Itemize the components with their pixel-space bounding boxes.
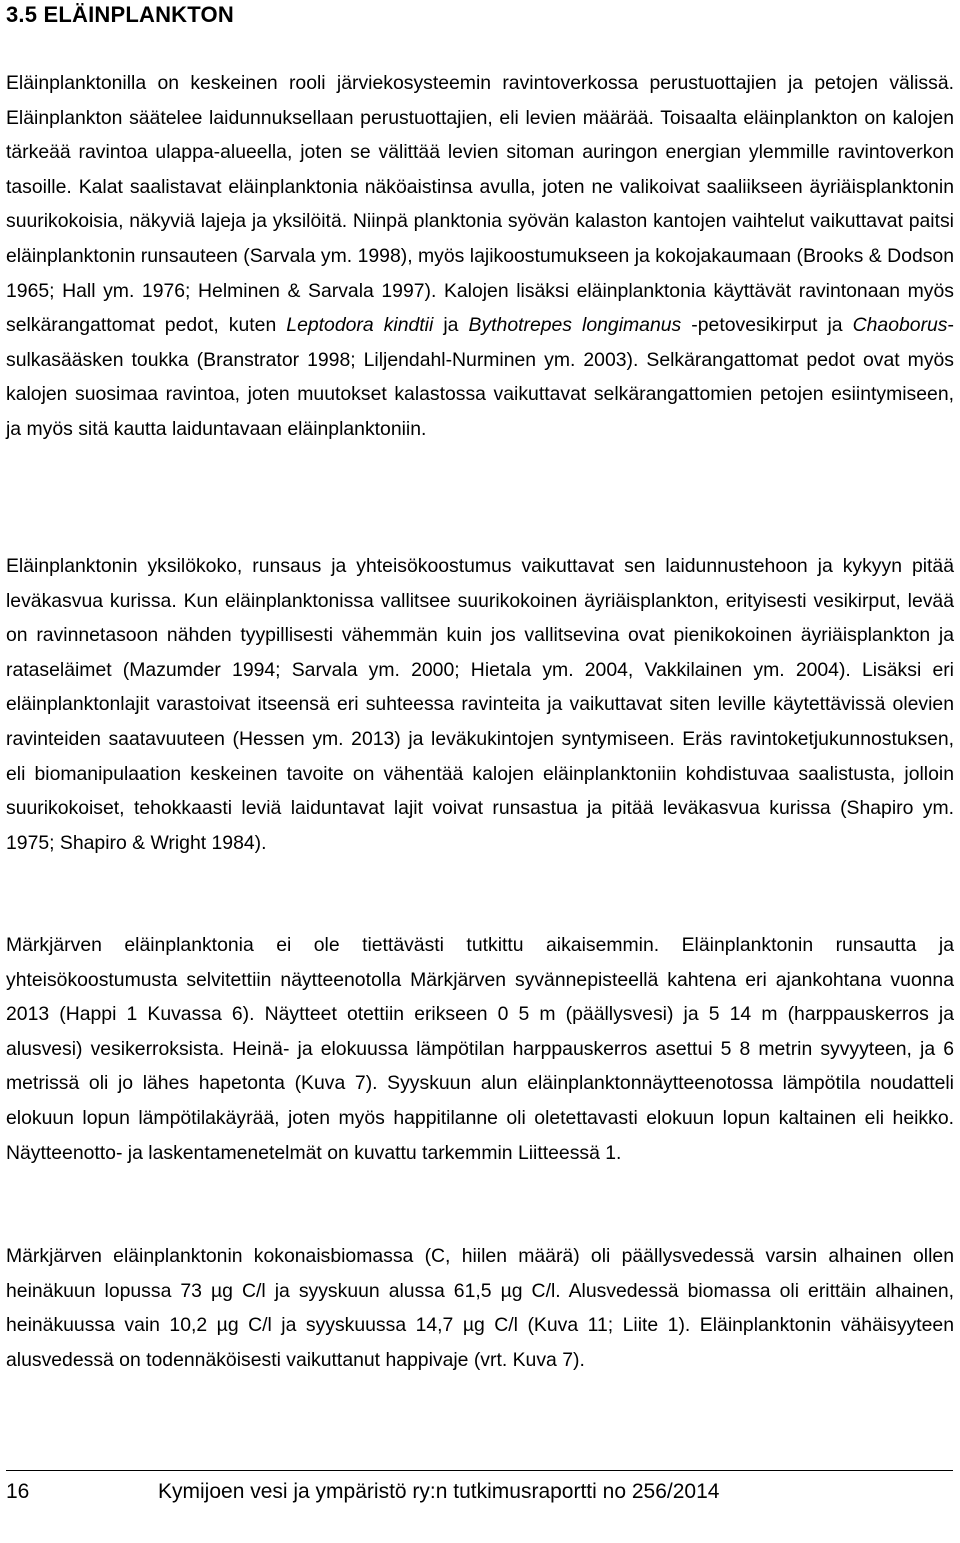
- paragraph-grazing: [6, 549, 954, 860]
- species-name: Chaoborus: [852, 314, 948, 337]
- text-segment: Märkjärven eläinplanktonia ei ole tiettävästi tutkittu aikaisemmin. Eläinplanktonin runsautta ja yhteisökoostumusta selvitettiin näytteenotolla Märkjärven syvännepisteellä kahtena eri ajankohtana vuonna 2013 (Happi 1 Kuvassa 6). Näytteet otettiin erikseen 0 5 m (päällysvesi) ja 5 14 m (harppauskerros ja alusvesi) vesikerroksista. Heinä- ja elokuussa lämpötilan harppauskerros asettui 5 8 metrin syvyyteen, ja 6 metrissä oli jo lähes hapetonta (Kuva 7). Syyskuun alun eläinplanktonnäytteenotossa lämpötila noudatteli elokuun lopun lämpötilakäyrää, joten myös happitilanne oli oletettavasti elokuun lopun kaltainen eli heikko. Näytteenotto- ja laskentamenetelmät on kuvattu tarkemmin Liitteessä 1.: [6, 934, 954, 1164]
- paragraph-biomass: [6, 1239, 954, 1377]
- paragraph-sampling: [6, 928, 954, 1170]
- text-segment: -petovesikirput ja: [681, 314, 853, 337]
- text-segment: Eläinplanktonilla on keskeinen rooli järviekosysteemin ravintoverkossa perustuottajien ja petojen välissä. Eläinplankton säätelee laidunnuksellaan perustuottajien, eli levien määrää. Toisaalta eläinplankton on kalojen tärkeää ravintoa ulappa-alueella, joten se välittää levien sitoman auringon energian ylemmille ravintoverkon tasoille. Kalat saalistavat eläinplanktonia näköaistinsa avulla, joten ne valikoivat saaliikseen äyriäisplanktonin suurikokoisia, näkyviä lajeja ja yksilöitä. Niinpä planktonia syövän kalaston kantojen vaihtelut vaikuttavat paitsi eläinplanktonin runsauteen (Sarvala ym. 1998), myös lajikoostumukseen ja kokojakaumaan (Brooks & Dodson 1965; Hall ym. 1976; Helminen & Sarvala 1997). Kalojen lisäksi eläinplanktonia käyttävät ravintonaan myös selkärangattomat pedot, kuten: [6, 72, 954, 337]
- page-number: 16: [6, 1480, 30, 1503]
- text-segment: Märkjärven eläinplanktonin kokonaisbiomassa (C, hiilen määrä) oli päällysvedessä varsin alhainen ollen heinäkuun lopussa 73 µg C/l ja syyskuun alussa 61,5 µg C/l. Alusvedessä biomassa oli erittäin alhainen, heinäkuussa vain 10,2 µg C/l ja syyskuussa 14,7 µg C/l (Kuva 11; Liite 1). Eläinplanktonin vähäisyyteen alusvedessä on todennäköisesti vaikuttanut happivaje (vrt. Kuva 7).: [6, 1245, 954, 1371]
- species-name: Leptodora kindtii: [286, 314, 434, 337]
- section-heading: 3.5 ELÄINPLANKTON: [6, 2, 234, 27]
- paragraph-introduction: [6, 66, 954, 447]
- text-segment: -sulkasääsken toukka (Branstrator 1998; Liljendahl-Nurminen ym. 2003). Selkärangattomat pedot ovat myös kalojen suosimaa ravintoa, joten muutokset kalastossa vaikuttavat selkärangattomien petojen esiintymiseen, ja myös sitä kautta laiduntavaan eläinplanktoniin.: [6, 314, 954, 440]
- footer-divider: [6, 1470, 953, 1471]
- footer-title: Kymijoen vesi ja ympäristö ry:n tutkimusraportti no 256/2014: [158, 1480, 720, 1503]
- species-name: Bythotrepes longimanus: [468, 314, 682, 337]
- text-segment: Eläinplanktonin yksilökoko, runsaus ja yhteisökoostumus vaikuttavat sen laidunnustehoon ja kykyyn pitää leväkasvua kurissa. Kun eläinplanktonissa vallitsee suurikokoinen äyriäisplankton, erityisesti vesikirput, levää on ravinnetasoon nähden tyypillisesti vähemmän kuin jos vallitsevina ovat pienikokoinen äyriäisplankton ja rataseläimet (Mazumder 1994; Sarvala ym. 2000; Hietala ym. 2004, Vakkilainen ym. 2004). Lisäksi eri eläinplanktonlajit varastoivat itseensä eri suhteessa ravinteita ja vaikuttavat siten leville käytettävissä olevien ravinteiden saatavuuteen (Hessen ym. 2013) ja leväkukintojen syntymiseen. Eräs ravintoketjukunnostuksen, eli biomanipulaation keskeinen tavoite on vähentää kalojen eläinplanktoniin kohdistuvaa saalistusta, jolloin suurikokoiset, tehokkaasti leviä laiduntavat lajit voivat runsastua ja pitää leväkasvua kurissa (Shapiro ym. 1975; Shapiro & Wright 1984).: [6, 555, 954, 854]
- text-segment: ja: [433, 314, 469, 337]
